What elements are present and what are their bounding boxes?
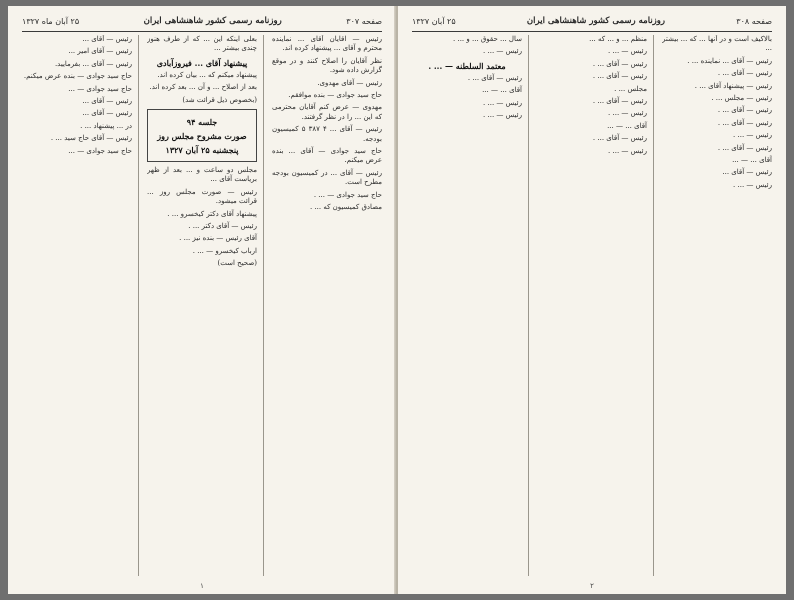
paragraph: آقای رئیس — بنده نیز ... . [179,234,257,243]
session-box [147,109,257,162]
paragraph: حاج سید جوادی — بنده عرض میکنم. [23,72,132,81]
paragraph: رئیس — ... . [608,47,647,56]
right-page [398,6,786,594]
paragraph: حاج سید جوادی — ... . [313,190,382,199]
left-page [8,6,397,594]
paragraph: (صحیح است) [217,259,257,268]
paragraph: رئیس — ... . [483,98,522,107]
paragraph: پیشنهاد میکنم که ... بیان کرده اند. [157,70,257,79]
paragraph: رئیس — پیشنهاد آقای ... . [694,81,772,90]
paragraph: رئیس — آقای ... . [717,106,772,115]
right-page-title: روزنامه رسمی کشور شاهنشاهی ایران [526,16,665,26]
paragraph: رئیس — ... . [608,146,647,155]
left-page-footer: ۱ [200,582,204,590]
paragraph: رئیس — آقای ... . [717,118,772,127]
paragraph: سال ... حقوق ... و ... . [453,35,522,43]
paragraph: رئیس — صورت مجلس روز ... قرائت میشود. [147,187,257,206]
paragraph: حاج سید جوادی — بنده موافقم. [288,91,382,100]
paragraph: رئیس — آقای ... بفرمایید. [54,59,132,68]
right-page-date: ۲۵ آبان ۱۳۲۷ [412,16,456,26]
paragraph: رئیس — آقای ... . [592,134,647,143]
paragraph: رئیس — آقای حاج سید ... . [50,134,132,143]
paragraph: رئیس — آقای امیر ... [68,47,132,56]
newspaper-spread [8,6,786,594]
left-page-number: صفحه ۳۰۷ [346,16,382,26]
paragraph: حاج سید جوادی — ... [68,84,132,93]
paragraph: بعد از اصلاح ... و آن ... بعد کرده اند. [149,83,257,92]
paragraph: رئیس — ... . [733,180,772,189]
paragraph: آقای ... — ... [482,86,522,95]
paragraph: رئیس — آقای ... . [467,73,522,82]
paragraph: رئیس — آقای ... [82,97,132,106]
header-rule [412,31,772,32]
section-heading: پیشنهاد آقای ... فیروزآبادی [156,57,248,68]
session-date: پنجشنبه ۲۵ آبان ۱۳۲۷ [165,145,239,156]
paragraph: رئیس — آقای مهدوی. [317,78,382,87]
paragraph: رئیس — ... . [608,109,647,118]
paragraph: رئیس — آقای ... . [717,143,772,152]
left-page-header [22,12,382,30]
paragraph: مجلس ... . [614,84,647,93]
paragraph: حاج سید جوادی — ... [68,146,132,155]
paragraph: در ... پیشنهاد ... . [80,121,132,130]
section-heading: معتمد السلطنه — ... . [428,60,506,71]
paragraph: رئیس — ... . [483,47,522,56]
session-number: جلسه ۹۴ [186,117,218,128]
right-page-header [412,12,772,30]
paragraph: مجلس دو ساعت و ... بعد از ظهر بریاست آقای ... [147,166,257,184]
paragraph: آقای ... — ... [732,156,772,165]
paragraph: منظم ... و ... که ... [589,35,647,43]
paragraph: رئیس — آقای ... ۴ ۳۸۷ ۵ کمیسیون بودجه. [272,125,382,143]
paragraph: حاج سید جوادی — آقای ... بنده عرض میکنم. [272,147,382,165]
paragraph: آقای ... — ... [607,121,647,130]
text-column [537,35,654,576]
paragraph: رئیس — مجلس ... . [711,94,772,103]
paragraph: رئیس — آقای ... . [592,97,647,106]
right-page-number: صفحه ۳۰۸ [736,16,772,26]
paragraph: مهدوی — عرض کنم آقایان محترمی که این ... را در نظر گرفتند. [272,103,382,121]
text-column [662,35,772,576]
right-page-footer: ۲ [590,582,594,590]
paragraph: رئیس — آقای ... [82,109,132,118]
paragraph: بعلی اینکه این ... که از طرف هنوز چندی بیشتر ... [147,35,257,53]
paragraph: رئیس — آقای ... در کمیسیون بودجه مطرح است. [272,168,382,187]
paragraph: ارباب کیخسرو — ... . [192,246,257,255]
paragraph: پیشنهاد آقای دکتر کیخسرو ... . [167,209,257,218]
paragraph: رئیس — ... . [483,111,522,120]
left-page-date: ۲۵ آبان ماه ۱۳۲۷ [22,16,80,26]
paragraph: رئیس — آقای ... [722,168,772,177]
paragraph: رئیس — ... . [733,131,772,140]
paragraph: رئیس — آقای دکتر ... . [188,222,257,231]
left-page-title: روزنامه رسمی کشور شاهنشاهی ایران [143,16,282,26]
text-column [412,35,529,576]
paragraph: رئیس — آقای ... . [592,72,647,81]
text-column [272,35,382,576]
paragraph: بالاکیف است و در آنها ... که ... بیشتر ... [662,35,772,53]
paragraph: رئیس — آقای ... . [592,59,647,68]
paragraph: رئیس — آقای ... . [717,69,772,78]
header-rule [22,31,382,32]
paragraph: (بخصوص ذیل قرائت شد) [182,95,257,104]
text-column [22,35,139,576]
paragraph: رئیس — آقای ... نماینده ... . [687,56,772,65]
paragraph: رئیس — آقای ... [82,35,132,43]
session-title: صورت مشروح مجلس روز [157,131,247,142]
right-page-columns [412,35,772,576]
left-page-columns [22,35,382,576]
paragraph: رئیس — اقایان آقای ... نماینده محترم و آقای ... پیشنهاد کرده اند. [272,35,382,53]
paragraph: مصادق کمیسیون که ... . [310,203,382,212]
paragraph: نظر آقایان را اصلاح کنند و در موقع گزارش داده شود. [272,56,382,75]
text-column [147,35,264,576]
